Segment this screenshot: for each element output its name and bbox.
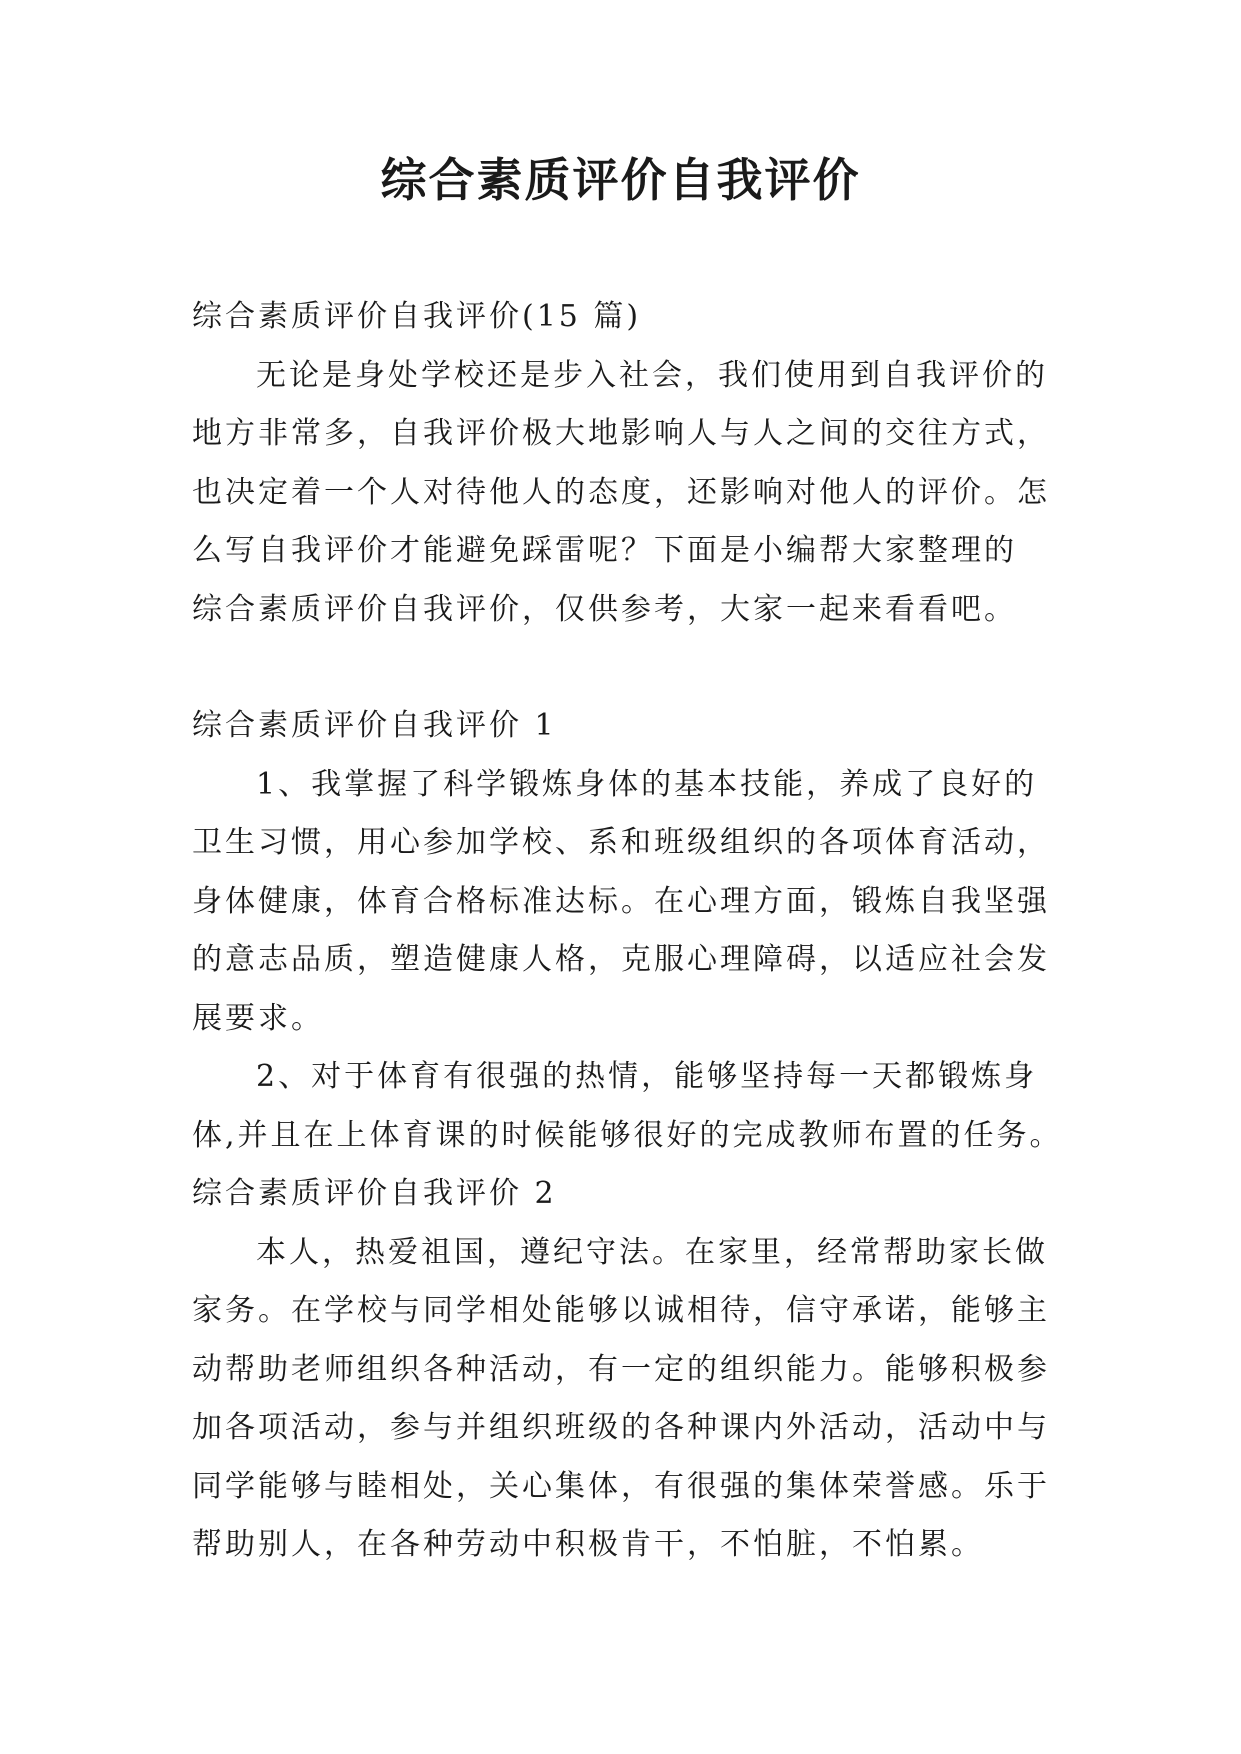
section-heading-2: 综合素质评价自我评价 2: [192, 1176, 557, 1211]
paragraph-line: 的意志品质，塑造健康人格，克服心理障碍，以适应社会发: [192, 942, 1050, 977]
paragraph-line: 帮助别人，在各种劳动中积极肯干，不怕脏，不怕累。: [192, 1527, 984, 1562]
paragraph-line: 加各项活动，参与并组织班级的各种课内外活动，活动中与: [192, 1410, 1050, 1445]
paragraph-line: 么写自我评价才能避免踩雷呢？下面是小编帮大家整理的: [192, 533, 1017, 568]
section1-paragraph-1: [192, 756, 1062, 1049]
paragraph-line: 卫生习惯，用心参加学校、系和班级组织的各项体育活动，: [192, 825, 1050, 860]
paragraph-line: 也决定着一个人对待他人的态度，还影响对他人的评价。怎: [192, 474, 1050, 510]
section2-paragraph-1: [192, 1224, 1062, 1575]
intro-paragraph: [192, 347, 1062, 640]
section1-paragraph-2: [192, 1048, 1062, 1165]
paragraph-line: 动帮助老师组织各种活动，有一定的组织能力。能够积极参: [192, 1351, 1050, 1387]
paragraph-line: 同学能够与睦相处，关心集体，有很强的集体荣誉感。乐于: [192, 1468, 1050, 1504]
paragraph-line: 2、对于体育有很强的热情，能够坚持每一天都锻炼身: [256, 1059, 1038, 1094]
document-body: [192, 288, 1062, 1575]
document-title: 综合素质评价自我评价: [380, 153, 861, 207]
section-heading-1: 综合素质评价自我评价 1: [192, 708, 557, 743]
paragraph-line: 体,并且在上体育课的时候能够很好的完成教师布置的任务。: [192, 1117, 1063, 1153]
paragraph-line: 身体健康，体育合格标准达标。在心理方面，锻炼自我坚强: [192, 883, 1050, 919]
paragraph-line: 1、我掌握了科学锻炼身体的基本技能，养成了良好的: [256, 766, 1038, 802]
paragraph-line: 地方非常多，自我评价极大地影响人与人之间的交往方式，: [192, 416, 1050, 451]
section-spacer: [192, 639, 1062, 697]
paragraph-line: 本人，热爱祖国，遵纪守法。在家里，经常帮助家长做: [256, 1234, 1048, 1270]
paragraph-line: 展要求。: [192, 1000, 324, 1036]
paragraph-line: 无论是身处学校还是步入社会，我们使用到自我评价的: [256, 357, 1048, 393]
paragraph-line: 家务。在学校与同学相处能够以诚相待，信守承诺，能够主: [192, 1293, 1050, 1328]
paragraph-line: 综合素质评价自我评价，仅供参考，大家一起来看看吧。: [192, 591, 1017, 627]
subtitle: 综合素质评价自我评价(15 篇): [192, 299, 642, 334]
